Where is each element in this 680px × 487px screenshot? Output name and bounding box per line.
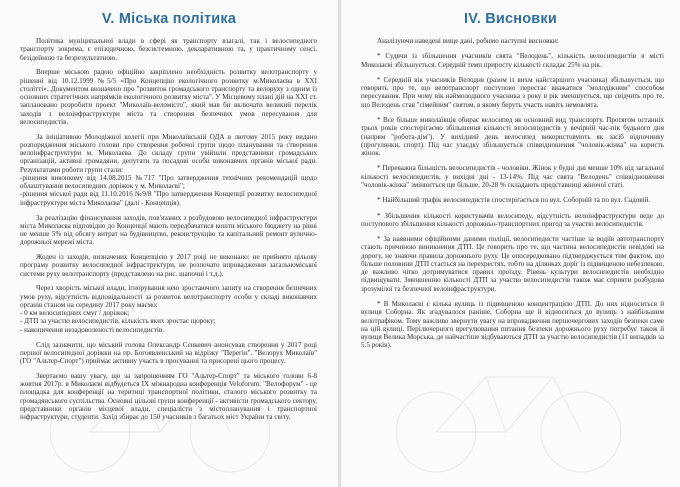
right-paragraph: * Все більше миколаївців обирає велосипед як основний вид транспорту. Протягом останніх трьох років спостерігаємо збільшення кількості велосипедистів у вечірній час-пік будьного дня (напрям "робота-дім"). У вихідний день велосипед використовують як засіб відпочинку (прогулянки, спорт). Під час узаєдку збільшується співвідношення "чоловік-жінка" на користь жінок. — [361, 116, 664, 158]
right-page-body — [341, 33, 680, 350]
left-paragraph: Слід зазначити, що міський голова Олександр Сєнкевич анонсував створення у 2017 році першої велосипедної доріжки на пр. Богоявленський на відрізку "Перегін". "Велорух Миколаїв" (ГО "Альтер-Спорт") приймає активну участь в просуванні та присорені цього процесу. — [20, 340, 317, 366]
bicycle-watermark-icon — [341, 337, 680, 487]
left-paragraph: За реалізацію фінансування заходів, пов'язаних з розбудовою велосипедної інфраструктури міста Миколаєва відповідно до Концепції мають передбачатися кошти міського бюджету на рівні не менше 5% від обсягу витрат на будівництво, реконструкцію та капітальний ремонт вулично-дорожньої мережі міста. — [20, 213, 317, 247]
right-paragraph: * Середній вік учасників Велодня (разом із вихм найстаршого учасника) збільшується, що говорить про те, що велотранспорт поступово перестає вважатися "молодіжним" способом пересування. При чому вік наймолодшого учасника з року в рік зменшується, що свідчить про те, що Велодень став "сімейним" святом, в якому беруть участь навіть немовлята. — [361, 75, 664, 109]
left-paragraph: Жоден із заходів, визначених Концепцією у 2017 році не виконано: не прийнято цільову програму розвитку велосипедної інфраструктури, не розпочато впровадження загальноміської системи руху велотранспорту (представлено на рис. шапочні і т.д.). — [20, 253, 317, 278]
left-paragraph: За ініціативою Молодіжної колегії при Миколаївській ОДА в лютому 2015 року видано розпорядження міського голови про створення робочої групи щодо планування та створення велоінфраструктури м. Миколаєва. До складу групи увійшли представники громадських організацій, активні громадяни, депутати та посадові особи виконавчих органів міської ради. Результатами роботи групи стали: -рішення виконкому від 14.08.2015 №717 "Про затвердження технічних рекомендацій щодо облаштування велосипедних доріжок у м. Миколаєві"; -рішення міської ради від 11.10.2016 №9/8 "Про затвердження Концепції розвитку велосипедної інфраструктури міста Миколаєва" (далі - Концепція). — [20, 132, 317, 207]
left-paragraph: Через хворість міської влади, ігнорування нею зростаючого запиту на створення безпечних умов руху, відсутність відповідальності за розвиток велотранспорту особи у складі виконавчих органів станом на середину 2017 року маємо: - 0 км велосипедних смуг / доріжок; - ДТП за участю велосипедистів, кількість яких зростає щороку; - накопичення незадоволеності велосипедистів. — [20, 284, 317, 334]
right-paragraph: Аналізуючи наведені вище дані, робимо наступні висновки: — [377, 37, 559, 45]
right-paragraph: * За наявними офіційними даними поліції, велосипедисти частіше за водіїв автотранспорту стають причиною виникнення ДТП. Це говорить про те, що частина велосипедистів невідомі на дорогу, не знаючи правила дорожнього руху. Це опосередковано підтверджується тим фактом, що більше половини ДТП стається на перехрестях, тобто на ділянках доріг із підвищеною небезпекою, де важливо чітко дотримуватися правил проїзду. Рівень культури велосипедистів необхідно підвищувати. Зменшенню кількості ДТП за участю велосипедистів також має сприяти розбудова зрозумілої та безпечної велоінфраструктури. — [361, 235, 664, 293]
right-page-title: IV. Висновки — [464, 11, 557, 27]
right-paragraph: * Збільшення кількості користувачів велосипеду, відсутність велоінфраструктури веде до поступового збільшення кількості дорожньо-транспортних пригод за участю велосипедистів. — [361, 211, 664, 228]
left-paragraph: Політика муніципальної влади в сфері як транспорту взагалі, так і велосипедного транспорту зокрема, є епізодичною, безсистемною, декларативною та, у практичному сенсі, безідейною та безрезультатною. — [20, 37, 317, 62]
right-paragraph: * Переважна більшість велосипедистів - чоловіки. Жінок у будні дні менше 10% від загальної кількості велосипедистів, у вихідні дні - 13-14%. Під час свята "Велодень" співвідношення "чоловік-жінка" змінюється ще більше, 20-28 % складають представниці жіночої статі. — [361, 164, 664, 189]
left-page-body — [0, 33, 338, 421]
left-paragraph: Вперше міською радою офіційно закріплено необхідність розвитку велотранспорту у рішенні від 10.12.1999 №5/5 «Про Концепцію екологічного розвитку м.Миколаєва в XXI столітті». Документом визначено про "розвиток громадського транспорту та велоруху з одним із основних стратегічних напрямків екологічного розвитку міста". У Місцевому плані дій на XXI ст. заплановано розробити проект "Миколаїв-веломісто", який мав би включати великий перелік заходів з велоінфраструктури міста та створення безпечних умов пересування для велосипедистів. — [20, 68, 317, 126]
left-paragraph: Звертаємо вашу увагу, що за запрошенням ГО "Альтер-Спорт" та міського голови 6-8 жовтня 2017р. в Миколаєві відбудеться IX міжнародна конференція Velоforum. "Велофорум" - це площадка для конференції на теритиці транспортної політики, сталого міського розвитку та громадянського суспільства. Основні цільові групи конференції - активісти громадського сектору, представники органів місцевої влади, спеціалісти з містопланування і транспортної інфраструктури, студенти. Захід збирає до 150 учасників з багатьох міст України та світу. — [20, 371, 317, 422]
right-page — [341, 0, 680, 487]
left-page-title: V. Міська політика — [101, 11, 237, 27]
right-paragraph: * Судячи із збільшення учасників свята "Велодень", кількість велосипедистів в місті Миколаєві збільшується. Середній темп приросту кількості складає 25% на рік. — [361, 52, 664, 69]
right-paragraph: * В Миколаєві є кілька вулиць із підвищеною концентрацією ДТП. До них відноситься й вулиця Соборна. Як згадувалося раніше, Соборна ще й відноситься до вулиць з найбільшим велотрафіком. Тому важливо звернути увагу на впровадження першочергових заходів безпеки саме на цій вулиці. Перілючерного врегулювання питання безпеки дорожнього руху потребує також й вулиця Велика Морська, де найчастіше відбуваються ДТП за участю велосипедистів (11 випадків за 5.5 років). — [361, 300, 664, 350]
right-paragraph: * Найбільший трафік велосипедистів спостерігається по вул. Соборній та по вул. Садовій. — [377, 196, 651, 205]
left-page — [0, 0, 338, 487]
